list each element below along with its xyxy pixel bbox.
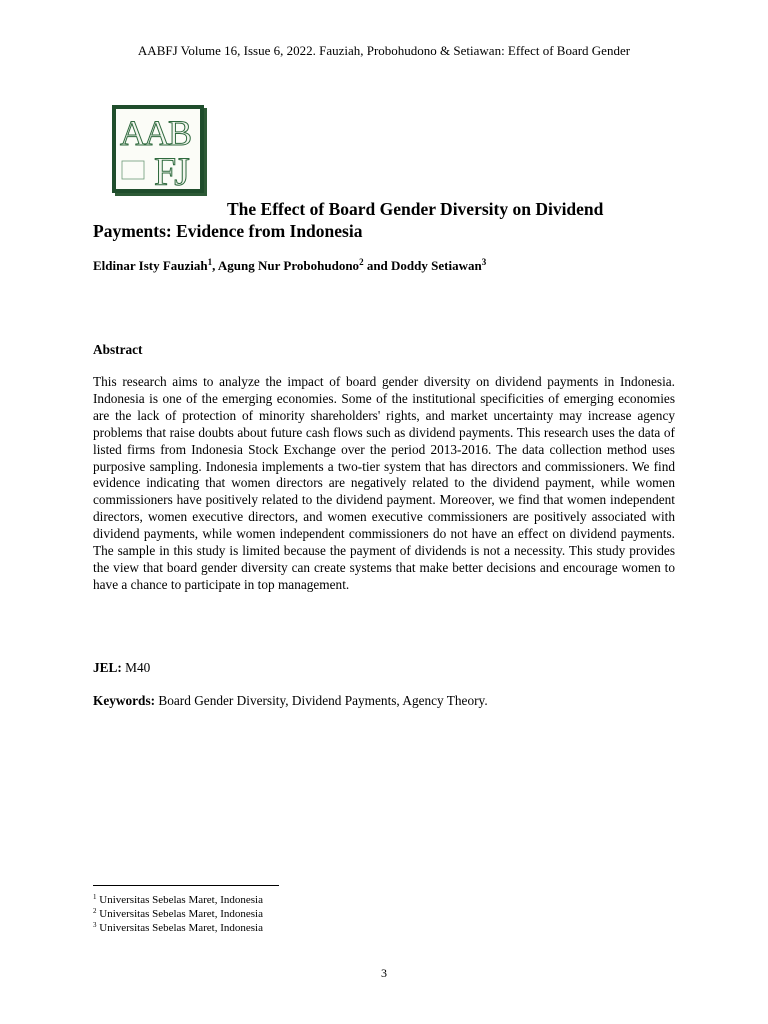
jel-classification <box>93 659 150 677</box>
author-affiliation-mark: 3 <box>481 257 487 267</box>
running-header: AABFJ Volume 16, Issue 6, 2022. Fauziah, Probohudono & Setiawan: Effect of Board Gender <box>137 43 631 58</box>
logo-text-top: AAB <box>120 113 191 153</box>
author-name: Eldinar Isty Fauziah <box>93 258 208 273</box>
journal-logo <box>112 105 204 193</box>
keywords <box>93 692 678 710</box>
author-list: Eldinar Isty Fauziah$^1$, Agung Nur Probohudono$^2$ and Doddy Setiawan$^3$ <box>93 257 487 273</box>
author-affiliation-mark: 1 <box>207 257 213 267</box>
footnote: $^1$ Universitas Sebelas Maret, Indonesia <box>93 893 263 906</box>
author-name: Doddy Setiawan <box>391 258 482 273</box>
author-name: Agung Nur Probohudono <box>217 258 360 273</box>
jel-label: JEL: <box>93 660 122 675</box>
logo-text-bottom: FJ <box>154 149 188 189</box>
aabfj-logo-graphic <box>116 109 200 189</box>
keywords-label: Keywords: <box>93 693 156 708</box>
abstract-body: This research aims to analyze the impact of board gender diversity on dividend payments in Indonesia. Indonesia is one of the emerging economies. Some of the institutional specificities of emerging economies are the lack of protection of minority shareholders' rights, and market uncertainty may increase agency problems that raise doubts about future cash flows such as dividend payments. This research uses the data of listed firms from Indonesia Stock Exchange over the period 2013-2016. The data collection method uses purposive sampling. Indonesia implements a two-tier system that has directors and commissioners. We find evidence indicating that women directors are negatively related to the dividend payment, while women commissioners have positively related to the dividend payment. Moreover, we find that women independent directors, women executive directors, and women executive commissioners are positively associated with dividend payments, while women independent commissioners do not have an effect on dividend payments. The sample in this study is limited because the payment of dividends is not a necessity. This study provides the view that board gender diversity can create systems that make better decisions and encourage women to have a chance to participate in top management. <box>93 374 675 592</box>
jel-value: M40 <box>121 660 151 675</box>
abstract-heading: Abstract <box>93 342 143 357</box>
keywords-value: Board Gender Diversity, Dividend Payments, Agency Theory. <box>155 693 488 708</box>
footnotes <box>93 893 493 935</box>
footnote: $^2$ Universitas Sebelas Maret, Indonesia <box>93 907 263 920</box>
page-number: 3 <box>381 966 387 980</box>
paper-title: The Effect of Board Gender Diversity on Dividend Payments: Evidence from Indonesia <box>93 199 604 241</box>
footnote: $^3$ Universitas Sebelas Maret, Indonesia <box>93 921 263 934</box>
author-affiliation-mark: 2 <box>359 257 364 267</box>
footnote-divider <box>93 885 279 886</box>
